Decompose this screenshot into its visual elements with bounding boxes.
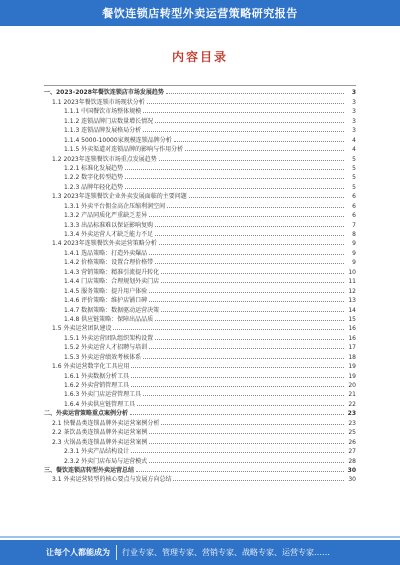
toc-leader-dots [131,367,344,368]
toc-page-number: 17 [348,344,356,352]
toc-entry-title: 2.3.2 外卖门店布局与运营模式 [64,457,148,465]
toc-page-number: 3 [352,98,356,106]
toc-page-number: 30 [348,476,356,484]
toc-entry-title: 二、外卖运营策略重点案例分析 [44,410,129,418]
toc-leader-dots [113,329,344,330]
toc-page-number: 8 [352,231,356,238]
toc-leader-dots [185,150,344,151]
toc-entry[interactable] [44,276,356,285]
toc-entry-title: 1.1 2023年餐饮连锁市场现状分析 [52,98,145,106]
toc-entry[interactable] [44,417,356,426]
toc-entry[interactable] [44,247,356,256]
toc-leader-dots [159,244,344,245]
toc-page-number: 6 [352,202,356,210]
footer-tagline: 行业专家、管理专家、营销专家、战略专家、运营专家…… [122,548,330,557]
toc-entry[interactable] [44,125,356,134]
toc-leader-dots [155,320,344,321]
toc-entry[interactable] [44,408,356,417]
toc-leader-dots [143,395,344,396]
toc-entry[interactable] [44,342,356,351]
toc-entry[interactable] [44,87,356,96]
toc-entry[interactable] [44,351,356,360]
toc-entry-title: 2.3.1 外卖产品结构设计 [64,448,130,456]
toc-entry-title: 2.3 火锅品类连锁品牌外卖运营案例 [52,438,148,446]
toc-entry-title: 1.4.2 价格策略：设置合理价格带 [64,259,154,267]
toc-page-number: 5 [352,164,356,172]
toc-page-number: 9 [352,259,356,267]
toc-entry-title: 1.2.1 标准化发展趋势 [64,164,124,172]
toc-leader-dots [125,188,344,189]
toc-entry[interactable] [44,361,356,370]
toc-leader-dots [149,433,344,434]
toc-leader-dots [147,103,344,104]
toc-page-number: 11 [348,278,356,286]
toc-page-number: 23 [347,410,356,418]
toc-entry[interactable] [44,134,356,143]
toc-entry-title: 1.6 外卖运营数字化工具应用 [52,363,130,371]
toc-entry-title: 1.6.4 外卖供应链管理工具 [64,400,136,408]
toc-entry-title: 1.4.8 供应链策略：保障出品品质 [64,315,154,323]
toc-entry[interactable] [44,323,356,332]
toc-entry[interactable] [44,181,356,190]
toc-entry[interactable] [44,314,356,323]
toc-entry-title: 1.6.2 外卖营销管理工具 [64,382,130,389]
toc-entry-title: 1.2 2023年连锁餐饮市场重点发展趋势 [52,155,157,163]
toc-entry-title: 1.6.3 外卖门店运营管理工具 [64,391,142,399]
toc-leader-dots [155,339,344,340]
toc-entry[interactable] [44,200,356,209]
toc-entry[interactable] [44,455,356,464]
toc-entry-title: 1.1.2 连锁品牌门店数量增长情况 [64,117,154,125]
toc-entry-title: 1.4.1 选品策略：打造外卖爆品 [64,249,148,257]
toc-entry-title: 1.3.4 外卖运营人才缺乏能力不足 [64,231,154,238]
toc-page-number: 9 [352,249,356,257]
toc-page-number: 4 [352,146,356,154]
toc-leader-dots [155,226,344,227]
toc-entry-title: 三、餐饮连锁店转型外卖运营总结 [44,466,135,474]
toc-entry[interactable] [44,172,356,181]
toc-entry-title: 1.5 外卖运营团队建设 [52,325,112,333]
toc-entry-title: 1.4.7 数据策略：数据驱动运营决策 [64,306,160,314]
toc-entry-title: 1.4.4 门店策略：合理规划外卖门店 [64,278,160,286]
toc-entry-title: 1.1.5 外卖渠道对连锁品牌的影响与作用分析 [64,146,184,154]
toc-page-number: 16 [348,334,356,342]
toc-entry[interactable] [44,238,356,247]
toc-entry-title: 1.5.1 外卖运营团队组织架构设置 [64,334,154,342]
toc-page-number: 26 [348,438,356,446]
toc-page-number: 3 [351,89,356,97]
toc-leader-dots [173,480,344,481]
toc-entry[interactable] [44,191,356,200]
toc-page-number: 16 [348,325,356,333]
toc-entry[interactable] [44,153,356,162]
report-title: 餐饮连锁店转型外卖运营策略研究报告 [102,7,298,20]
toc-entry-title: 2.2 茶饮品类连锁品牌外卖运营案例 [52,429,148,437]
toc-leader-dots [149,301,344,302]
toc-entry-title: 2.1 快餐品类连锁品牌外卖运营案例分析 [52,419,160,427]
toc-entry-title: 1.1.1 中国餐饮市场整体规模 [64,108,142,116]
toc-leader-dots [136,471,344,472]
toc-page-number: 18 [348,353,356,361]
report-header [0,0,400,26]
toc-entry[interactable] [44,96,356,105]
toc-page-number: 14 [348,306,356,314]
table-of-contents [44,87,356,517]
toc-page-number: 30 [347,466,356,474]
toc-entry-title: 1.3.3 出品标准难以保证影响复购 [64,221,154,229]
toc-leader-dots [143,358,344,359]
footer-accent-line [0,536,400,538]
toc-entry[interactable] [44,115,356,124]
toc-leader-dots [131,452,344,453]
toc-entry-title: 一、2023-2028年餐饮连锁店市场发展趋势 [44,89,164,97]
toc-entry-title: 1.5.3 外卖运营绩效考核体系 [64,353,142,361]
toc-entry[interactable] [44,257,356,266]
toc-page-number: 7 [352,221,356,229]
toc-page-number: 3 [352,117,356,125]
toc-leader-dots [131,386,344,387]
toc-leader-dots [159,160,344,161]
toc-page-number: 20 [348,382,356,389]
toc-leader-dots [137,405,344,406]
toc-entry[interactable] [44,427,356,436]
toc-entry-title: 1.2.3 品牌年轻化趋势 [64,183,124,191]
toc-page-number: 19 [348,372,356,380]
toc-entry[interactable] [44,389,356,398]
toc-entry[interactable] [44,304,356,313]
footer-divider [116,545,117,560]
toc-leader-dots [161,273,344,274]
toc-page-number: 6 [352,193,356,201]
toc-page-number: 5 [352,174,356,182]
toc-entry-title: 1.4.5 服务策略：提升用户体验 [64,287,148,295]
toc-entry-title: 1.4.6 评价策略：维护店铺口碑 [64,297,148,305]
toc-page-number: 4 [352,136,356,144]
toc-leader-dots [166,93,344,94]
toc-page-number: 5 [352,155,356,163]
toc-leader-dots [161,311,344,312]
toc-leader-dots [131,377,344,378]
toc-entry[interactable] [44,163,356,172]
toc-leader-dots [143,112,344,113]
toc-entry[interactable] [44,106,356,115]
toc-heading: 内容目录 [171,50,228,64]
toc-entry[interactable] [44,465,356,474]
toc-page-number: 15 [348,315,356,323]
toc-page-number: 10 [348,268,356,276]
toc-leader-dots [149,254,344,255]
toc-entry-title: 1.6.1 外卖数据分析工具 [64,372,130,380]
toc-page-number: 12 [348,287,356,295]
toc-leader-dots [149,462,344,463]
toc-entry[interactable] [44,210,356,219]
footer-slogan: 让每个人都能成为 [46,548,110,557]
toc-leader-dots [149,348,344,349]
toc-entry-title: 1.5.2 外卖运营人才招聘与培训 [64,344,148,352]
toc-leader-dots [167,207,344,208]
toc-page-number: 28 [348,457,356,465]
toc-entry[interactable] [44,398,356,407]
toc-page-number: 9 [352,240,356,248]
toc-page-number: 25 [348,429,356,437]
toc-leader-dots [149,216,344,217]
toc-entry-title: 1.1.3 连锁品牌发展格局分析 [64,127,142,135]
toc-leader-dots [149,292,344,293]
toc-leader-dots [161,282,344,283]
toc-entry[interactable] [44,332,356,341]
toc-entry[interactable] [44,474,356,483]
toc-leader-dots [155,122,344,123]
toc-entry[interactable] [44,446,356,455]
toc-leader-dots [174,141,344,142]
toc-entry[interactable] [44,285,356,294]
toc-entry[interactable] [44,295,356,304]
toc-leader-dots [155,235,344,236]
toc-page-number: 19 [348,363,356,371]
toc-entry[interactable] [44,266,356,275]
toc-leader-dots [155,263,344,264]
toc-entry[interactable] [44,380,356,389]
toc-entry[interactable] [44,219,356,228]
toc-page-number: 23 [348,419,356,427]
toc-entry[interactable] [44,229,356,238]
toc-entry-title: 1.3.2 产品同质化严重缺乏差异 [64,212,148,220]
toc-leader-dots [130,414,344,415]
toc-entry[interactable] [44,370,356,379]
toc-page-number: 3 [352,108,356,116]
toc-leader-dots [125,178,344,179]
toc-leader-dots [161,424,344,425]
toc-page-number: 3 [352,127,356,135]
toc-entry-title: 1.4.3 营销策略：精准引流提升转化 [64,268,160,276]
toc-leader-dots [143,131,344,132]
toc-entry-title: 1.2.2 数字化转型趋势 [64,174,124,182]
toc-page-number: 5 [352,183,356,191]
toc-entry-title: 1.1.4 5000-10000家规模连锁品牌分析 [64,136,172,144]
toc-entry-title: 1.4 2023年连锁餐饮外卖运营策略分析 [52,240,157,248]
toc-page-number: 13 [348,297,356,305]
toc-page-number: 6 [352,212,356,220]
toc-entry-title: 1.3 2023年连锁餐饮企业外卖发展面临的主要问题 [52,193,187,201]
toc-divider [44,85,356,86]
toc-page-number: 21 [348,391,356,399]
toc-page-number: 22 [348,400,356,408]
toc-leader-dots [189,197,344,198]
toc-page-number: 27 [348,448,356,456]
toc-entry[interactable] [44,436,356,445]
toc-leader-dots [149,443,344,444]
toc-entry-title: 3.1 外卖运营转型的核心要点与发展方向总结 [52,476,172,484]
toc-entry[interactable] [44,144,356,153]
toc-entry-title: 1.3.1 外卖平台佣金高企压缩利润空间 [64,202,166,210]
toc-leader-dots [125,169,344,170]
report-footer [0,540,400,565]
